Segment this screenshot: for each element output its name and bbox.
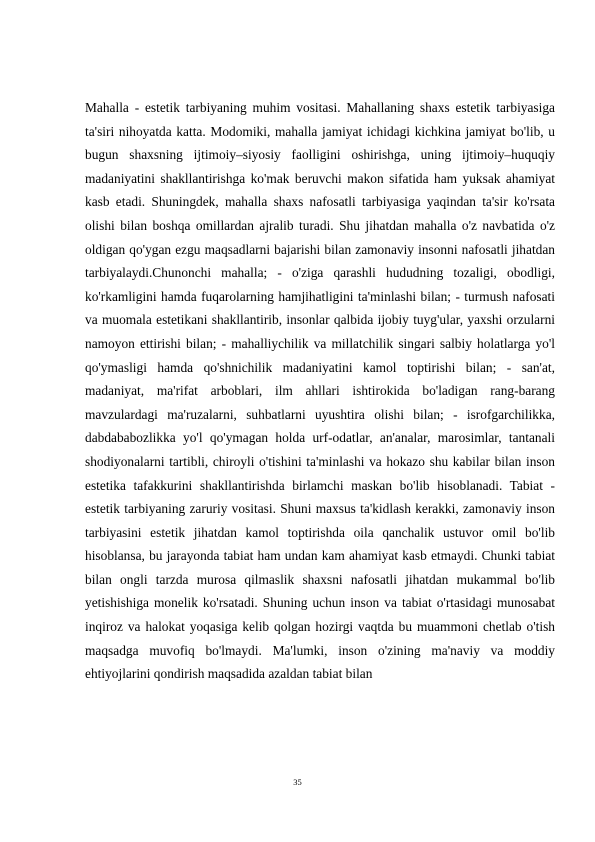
page-number: 35 bbox=[293, 777, 302, 787]
body-paragraph: Mahalla - estetik tarbiyaning muhim vositasi. Mahallaning shaxs estetik tarbiyasiga ta'siri nihoyatda katta. Modomiki, mahalla jamiyat ichidagi kichkina jamiyat bo'lib, u bugun shaxsning ijtimoiy–siyosiy faolligini oshirishga, uning ijtimoiy–huquqiy madaniyatini shakllantirishga ko'mak beruvchi makon sifatida ham yuksak ahamiyat kasb etadi. Shuningdek, mahalla shaxs nafosatli tarbiyasiga yaqindan ta'sir ko'rsata olishi bilan boshqa omillardan ajralib turadi. Shu jihatdan mahalla o'z navbatida o'z oldigan qo'ygan ezgu maqsadlarni bajarishi bilan zamonaviy insonni nafosatli jihatdan tarbiyalaydi.Chunonchi mahalla; - o'ziga qarashli hududning tozaligi, obodligi, ko'rkamligini hamda fuqarolarning hamjihatligini ta'minlashi bilan; - turmush nafosati va muomala estetikani shakllantirib, insonlar qalbida ijobiy tuyg'ular, yaxshi orzularni namoyon ettirishi bilan; - mahalliychilik va millatchilik singari salbiy holatlarga yo'l qo'ymasligi hamda qo'shnichilik madaniyatini kamol toptirishi bilan; - san'at, madaniyat, ma'rifat arboblari, ilm ahllari ishtirokida bo'ladigan rang-barang mavzulardagi ma'ruzalarni, suhbatlarni uyushtira olishi bilan; - isrofgarchilikka, dabdababozlikka yo'l qo'ymagan holda urf-odatlar, an'analar, marosimlar, tantanali shodiyonalarni tartibli, chiroyli o'tishini ta'minlashi va hokazo shu kabilar bilan inson estetika tafakkurini shakllantirishda birlamchi maskan bo'lib hisoblanadi. Tabiat - estetik tarbiyaning zaruriy vositasi. Shuni maxsus ta'kidlash kerakki, zamonaviy inson tarbiyasini estetik jihatdan kamol toptirishda oila qanchalik ustuvor omil bo'lib hisoblansa, bu jarayonda tabiat ham undan kam ahamiyat kasb etmaydi. Chunki tabiat bilan ongli tarzda murosa qilmaslik shaxsni nafosatli jihatdan mukammal bo'lib yetishishiga monelik ko'rsatadi. Shuning uchun inson va tabiat o'rtasidagi munosabat inqiroz va halokat yoqasiga kelib qolgan hozirgi vaqtda bu muammoni chetlab o'tish maqsadga muvofiq bo'lmaydi. Ma'lumki, inson o'zining ma'naviy va moddiy ehtiyojlarini qondirish maqsadida azaldan tabiat bilan bbox=[85, 100, 555, 682]
document-body bbox=[85, 96, 555, 686]
